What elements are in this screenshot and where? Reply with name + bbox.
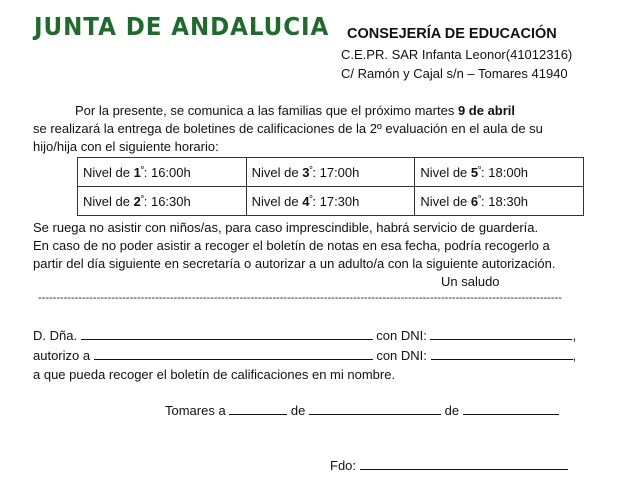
note-alternative-2: partir del día siguiente en secretaría o autorizar a un adulto/a con la siguiente autorización. bbox=[33, 256, 556, 271]
intro-line-3: hijo/hija con el siguiente horario: bbox=[33, 139, 219, 154]
schedule-row bbox=[78, 158, 584, 187]
schedule-cell: Nivel de $1^º$: 16:00h bbox=[78, 158, 247, 187]
form-line-authorized bbox=[33, 347, 576, 365]
note-alternative-1: En caso de no poder asistir a recoger el boletín de notas en esa fecha, podría recogerlo a bbox=[33, 238, 550, 253]
cut-line: ----------------------------------------------------------------------------------------------------------------------------------------------- bbox=[38, 292, 562, 304]
schedule-table bbox=[77, 157, 584, 216]
form-label: con DNI: bbox=[372, 328, 431, 343]
schedule-cell: Nivel de $4^º$: 17:30h bbox=[246, 187, 415, 216]
school-name: C.E.PR. SAR Infanta Leonor(41012316) bbox=[341, 47, 573, 62]
school-address: C/ Ramón y Cajal s/n – Tomares 41940 bbox=[341, 66, 568, 81]
junta-andalucia-logo: JUNTA DE ANDALUCIA bbox=[34, 12, 330, 41]
year-field[interactable] bbox=[463, 402, 559, 415]
form-line-purpose: a que pueda recoger el boletín de calificaciones en mi nombre. bbox=[33, 367, 396, 382]
delivery-date: 9 de abril bbox=[457, 103, 516, 118]
form-label: Tomares a bbox=[165, 403, 230, 418]
schedule-cell: Nivel de $3^º$: 17:00h bbox=[246, 158, 415, 187]
month-field[interactable] bbox=[309, 402, 441, 415]
closing-greeting: Un saludo bbox=[441, 274, 500, 289]
parent-dni-field[interactable] bbox=[430, 327, 572, 340]
form-label: Fdo: bbox=[330, 458, 360, 473]
form-punct: , bbox=[572, 348, 577, 363]
form-label: autorizo a bbox=[33, 348, 94, 363]
schedule-cell: Nivel de $6^º$: 18:30h bbox=[415, 187, 584, 216]
schedule-row bbox=[78, 187, 584, 216]
form-label: con DNI: bbox=[372, 348, 431, 363]
department-title: CONSEJERÍA DE EDUCACIÓN bbox=[347, 26, 557, 42]
signature-line bbox=[330, 457, 568, 475]
parent-name-field[interactable] bbox=[81, 327, 373, 340]
note-childcare: Se ruega no asistir con niños/as, para caso imprescindible, habrá servicio de guardería. bbox=[33, 220, 539, 235]
form-line-parent bbox=[33, 327, 576, 345]
intro-text: Por la presente, se comunica a las familias que el próximo martes bbox=[75, 103, 458, 118]
authorized-name-field[interactable] bbox=[94, 347, 373, 360]
signature-field[interactable] bbox=[360, 457, 568, 470]
form-label: D. Dña. bbox=[33, 328, 81, 343]
form-label: de bbox=[287, 403, 309, 418]
day-field[interactable] bbox=[229, 402, 287, 415]
form-label: de bbox=[441, 403, 463, 418]
form-punct: , bbox=[572, 328, 577, 343]
intro-line-2: se realizará la entrega de boletines de calificaciones de la 2º evaluación en el aula de su bbox=[33, 121, 543, 136]
schedule-cell: Nivel de $5^º$: 18:00h bbox=[415, 158, 584, 187]
schedule-cell: Nivel de $2^º$: 16:30h bbox=[78, 187, 247, 216]
authorized-dni-field[interactable] bbox=[431, 347, 573, 360]
intro-line-1 bbox=[75, 102, 515, 120]
place-date-line bbox=[165, 402, 559, 420]
